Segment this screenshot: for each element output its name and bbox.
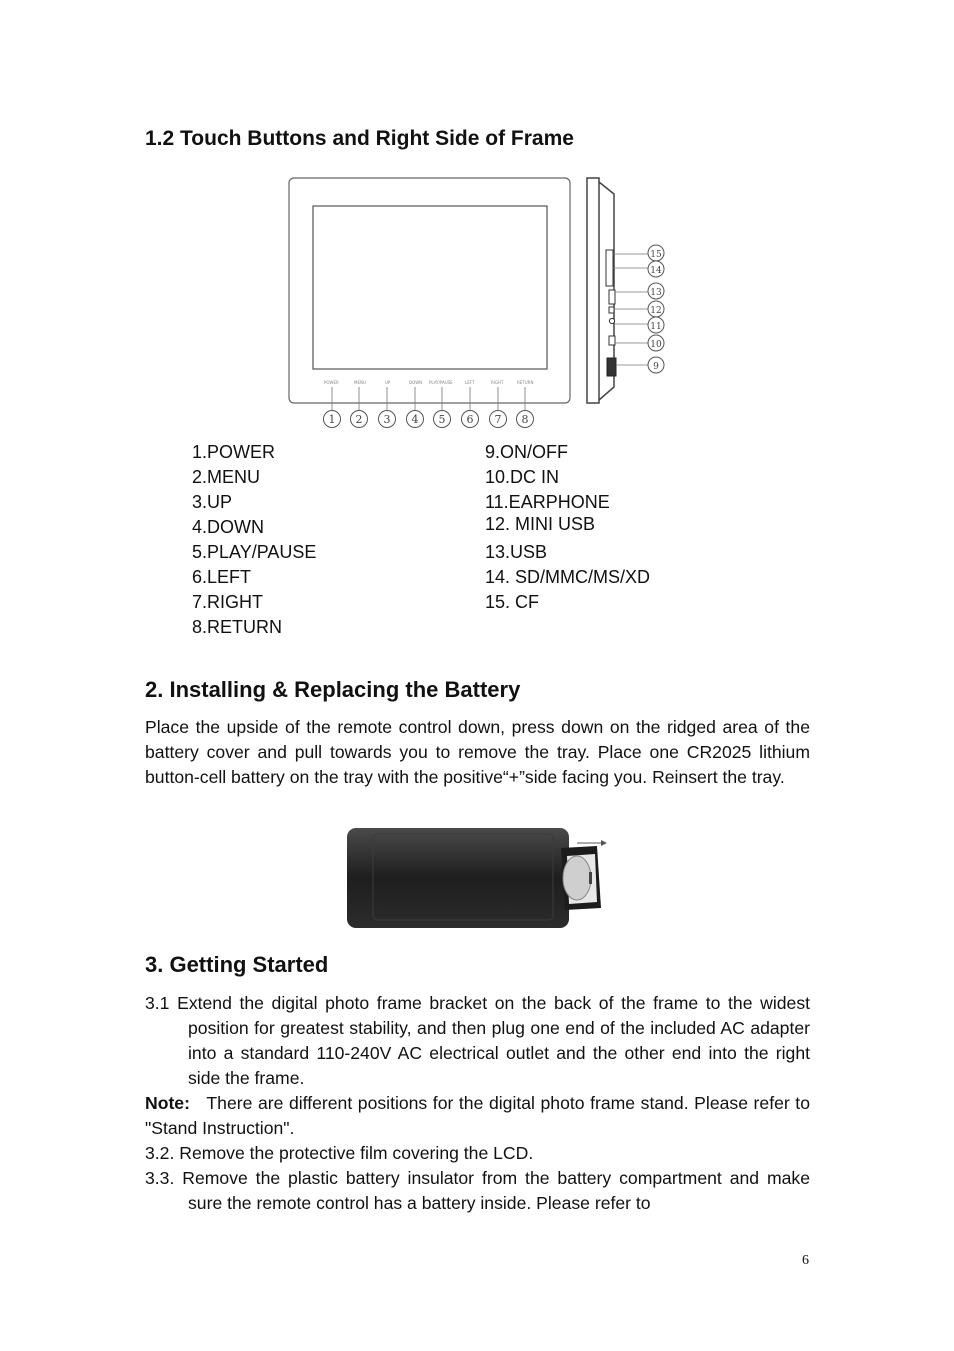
remote-control-image (345, 826, 610, 930)
callout-14: 14 (650, 266, 662, 276)
page-number: 6 (802, 1253, 809, 1268)
callout-11: 11 (650, 322, 662, 332)
list-item: 12. MINI USB (485, 514, 596, 534)
callout-8: 8 (521, 413, 529, 426)
step-3-1: 3.1 Extend the digital photo frame bracket on the back of the frame to the widest position for greatest stability, and then plug one end of the included AC adapter into a standard 110-240V AC electrical outlet and the other end into the right side the frame. (145, 993, 810, 1088)
photo-frame-diagram (282, 172, 672, 434)
list-item: 11.EARPHONE (485, 492, 610, 512)
svg-text:PLAY/PAUSE: PLAY/PAUSE (429, 380, 453, 385)
list-item: 8.RETURN (192, 617, 283, 637)
list-item: 14. SD/MMC/MS/XD (485, 567, 651, 587)
callout-13: 13 (650, 288, 662, 298)
callout-1: 1 (328, 413, 336, 426)
list-item: 10.DC IN (485, 467, 560, 487)
section-heading-getting-started: 3. Getting Started (145, 952, 329, 977)
callout-9: 9 (653, 362, 659, 372)
section-heading-touch-buttons: 1.2 Touch Buttons and Right Side of Frame (145, 127, 574, 150)
list-item: 1.POWER (192, 442, 276, 462)
callout-5: 5 (438, 413, 446, 426)
list-item: 3.UP (192, 492, 233, 512)
callout-10: 10 (650, 340, 662, 350)
svg-text:DOWN: DOWN (409, 380, 423, 385)
callout-12: 12 (650, 306, 662, 316)
list-item: 15. CF (485, 592, 540, 612)
note-paragraph (145, 1091, 810, 1141)
callout-4: 4 (411, 413, 419, 426)
svg-text:POWER: POWER (324, 380, 339, 385)
list-item: 9.ON/OFF (485, 442, 569, 462)
step-3-3: 3.3. Remove the plastic battery insulator from the battery compartment and make sure the remote control has a battery inside. Please refer to (145, 1168, 810, 1213)
svg-text:RETURN: RETURN (517, 380, 534, 385)
svg-text:LEFT: LEFT (465, 380, 475, 385)
list-item: 4.DOWN (192, 517, 264, 537)
list-item: 7.RIGHT (192, 592, 264, 612)
svg-text:RIGHT: RIGHT (491, 380, 504, 385)
button-list-front (192, 440, 316, 640)
callout-6: 6 (466, 413, 474, 426)
note-text: There are different positions for the digital photo frame stand. Please refer to "Stand Instruction". (145, 1093, 810, 1138)
button-list-side (485, 440, 650, 615)
section-heading-battery: 2. Installing & Replacing the Battery (145, 677, 521, 702)
step-3-2: 3.2. Remove the protective film covering the LCD. (145, 1143, 534, 1163)
callout-7: 7 (494, 413, 502, 426)
list-item: 5.PLAY/PAUSE (192, 542, 317, 562)
svg-text:UP: UP (385, 380, 391, 385)
note-label: Note: (145, 1093, 190, 1113)
callout-3: 3 (383, 413, 391, 426)
battery-paragraph: Place the upside of the remote control down, press down on the ridged area of the battery cover and pull towards you to remove the tray. Place one CR2025 lithium button-cell battery on the tray with the positive“+”side facing you. Reinsert the tray. (145, 717, 810, 787)
callout-15: 15 (650, 250, 662, 260)
list-item: 2.MENU (192, 467, 261, 487)
svg-text:MENU: MENU (354, 380, 366, 385)
list-item: 13.USB (485, 542, 548, 562)
callout-2: 2 (355, 413, 363, 426)
list-item: 6.LEFT (192, 567, 252, 587)
